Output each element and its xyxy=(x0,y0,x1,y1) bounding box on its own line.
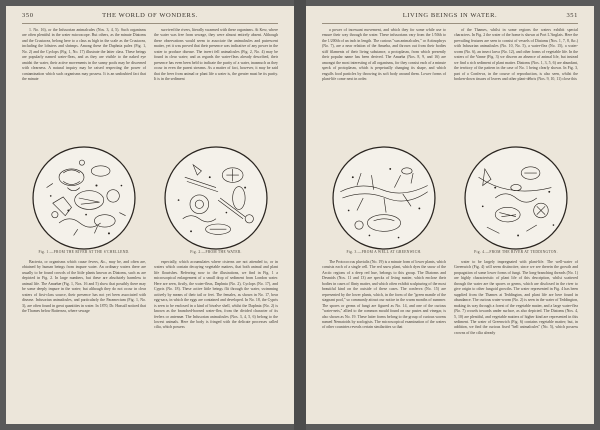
paragraph: Bacteria, or organisms which cause fevers, &c., may be, and often are, obtained by human beings from impure water. An ordinary waters there are usually to be found crowds of the little plants known as Diatoms, such as are depicted in Fig. 2. In large numbers, but these are absolutely harmless to animal life. The Amœbæ (Fig. 1, Nos. 16 and 5) show that possibly there may be some deeply impure in the water; but although they do not occur in clear waters of first-class source, their presence has not yet been associated with disease. Infusorian animalcules, and particularly the Paramecium (Fig. 1, No. 3), are often found in great quantities in water. In 1870, Dr. Hassall noticed that the Thames below Battersea, where sewage xyxy=(22,260,146,314)
figure-3-caption: Fig. 3.—FROM A WELL AT GREENWICH. xyxy=(346,250,422,254)
left-running-title: THE WORLD OF WONDERS. xyxy=(102,12,198,19)
paragraph: especially, which accumulates where cisterns are not attended to, or in waters which contain decaying vegetable matters, that both animal and plant life flourishes. Referring now to the illustrations, we find in Fig. 1 a microscopical enlargement of a small drop of sediment from London water. Here are seen, firstly, the water-fleas, Daphnia (No. 2), Cyclops (No. 17), and Cypris (No. 18). These active little beings flit through the water, swimming actively by means of their tail or feet. The females, as shown in No. 17, bear egg-sacs, in which the eggs are contained and developed. In No. 18, the Cypris is seen to be enclosed in a kind of bivalve shell, whilst the Daphnia (No. 2) is known as the branched-horned water-flea, from the divided character of its feelers or antennæ. The Infusorian animalcules (Nos. 3, 4, 5, 6) belong to the lowest animals. Here the body is fringed with the delicate processes called cilia, which possess xyxy=(154,260,278,330)
figure-2-caption: Fig. 2.—FROM THE WATER. xyxy=(190,250,242,254)
right-page-number: 351 xyxy=(566,12,578,19)
figure-4 xyxy=(454,146,578,258)
paragraph: 1. No. 16), or the Infusorian animalcules (Nos. 3, 4, 5). Such organisms are often plentiful in the water microscope. But others, as the minute Diatoms and the Crustacea, belong here to a class as high in the scale as the Crustacea, including the lobsters and shrimps. Among these the Daphnia pulex (Fig. 1, No. 2) and the Cyclops (Fig. 1, No. 17) illustrate the latter class. These beings are popularly named water-fleas, and as they are visible to the naked eye amidst the water, their active movements in the sunny pools may be discerned with clearness. A natural inquiry may be raised respecting the power of contamination which such organisms may possess. It is an undoubted fact that the minute xyxy=(22,28,146,82)
figure-3-micrograph xyxy=(332,146,436,250)
left-head-rule xyxy=(22,23,278,24)
right-page xyxy=(306,6,594,424)
left-bottom-column-1 xyxy=(22,260,146,415)
paragraph: water to be largely impregnated with plant-life. The well-water of Greenwich (Fig. 4) will seem distinctive, since we see therein the growth and propagation of some lower forms of fungi. The long-branching threads (No. 1) are highly characteristic of plant life of this description, whilst scattered through the water are the spores or germs, which are disclosed in the river to give origin to other fungoid growths. The water represented in Fig. 4 has been supplied from the Thames at Teddington, and plant life are here found in abundance. The curious water-worm (No. 2) is seen in the water of Teddington, making its way through a forest of the vegetable matter, and a large water-flea (No. 7) crowds towards under surface, as also depicted. The Diatoms (Nos. 4, 5, 10) are plentiful, and vegetable matters of higher kind are represented in this sediment. The water of Greenwich (Fig. 6) contains vegetable matter; but, in addition, we find the curious fixed "bell animalcules" (No. 5), which possess crowns of the cilia already xyxy=(454,260,578,335)
paragraph: The Protococcus pluvialis (No. 19) is a minute form of lower plants, which consists each of a single cell. The red snow plant, which dyes the snow of the Arctic regions of a deep red hue, belongs to this group. The Diatoms and Desmids (Nos. 11 and 13) are specks of living matter, which enclose their bodies in cases of flinty matter, and which often exhibit sculpturing of the most beautiful kind on the outside of these cases. The conferva (No. 15) are represented by the lower plants, which, in the form of the "green mantle of the stagnant pool," so commonly attract our notice in the warm months of summer. The spores or germs of fungi are figured as No. 14, and one of the curious "water-nets," allied to the common mould found on our pastes and vinegar, is also shown as No. 19. These latter forms belong to the group of curious worms named Nematoids by zoologists. The microscopical examination of the waters of other countries reveals certain similarities so that xyxy=(322,260,446,330)
figure-1 xyxy=(22,146,146,258)
figure-2-micrograph xyxy=(164,146,268,250)
book-gutter xyxy=(294,0,306,430)
left-bottom-column-2 xyxy=(154,260,278,415)
right-head-rule xyxy=(322,23,578,24)
paragraph: of the Thames, whilst in some regions the waters exhibit special characters. In Fig. 2 the water of the home is shown at Port L'Anglais. Here the prevailing features are seen to consist of vessels of Diatoms (Nos. 1, 7, 8, &c.) with Infusorian animalcules (No. 10, No. 5), a water-flea (No. 15), a water-worm (No. 6), an insect larva (No. 12), and other forms of vegetable life. In the waters of the Vanne (Fig. 3) we discern an absence of animal life, but instead we find a rich sediment of plant matter. Diatoms (Nos. 1, 3, 5, 6) are abundant, the territory of the pattern in the case of No. 1 being clearly shown. In Fig. 3, part of a Conferva, in the course of reproduction, is also seen, whilst the broken-down tissues of leaves and other plant-débris (Nos. 9, 10, 11) close this xyxy=(454,28,578,82)
right-top-column-1 xyxy=(322,28,446,142)
left-top-column-2 xyxy=(154,28,278,142)
figure-3 xyxy=(322,146,446,258)
right-bottom-column-2 xyxy=(454,260,578,415)
paragraph: survived the rivers, literally swarmed with these organisms. At Kew, where the water was free from sewage, they were almost entirely absent. Although these observations would seem to associate the animalcules and putrescent matter, yet it was proved that their presence was indicative of any power in the water to produce disease. The invert fell animalcules (Fig. 2, No. 4) may be found in clear water; and as regards the water-fleas already described, their presence has even been held to indicate the purity of a water, inasmuch as they occur in even the purest streams. As a matter of fact, however, it may be said that the freer from animal or plant life a water is, the greater must be its purity. It is in the sediment xyxy=(154,28,278,82)
right-top-column-2 xyxy=(454,28,578,142)
figure-1-micrograph xyxy=(32,146,136,250)
figure-1-caption: Fig. 1.—FROM THE RIVER AT THE S'CHELLEND. xyxy=(38,250,130,254)
left-page xyxy=(6,6,294,424)
figure-2 xyxy=(154,146,278,258)
figure-4-caption: Fig. 4.—FROM THE RIVER AT TEDDINGTON. xyxy=(474,250,558,254)
left-page-number: 350 xyxy=(22,12,34,19)
paragraph: a power of incessant movement, and which they for some while use to ensure their way through the water. These infusorians vary from the 1/50th to the 1/200th of an inch in length. The curious "sun animalcules," or Actinophrys (No. 7), are a near relation of the Amœba, and thrown out from their bodies stiff filaments of their living substance, a protoplasm, from which presently their popular name has been derived. The Amœba (Nos. 8, 9, and 16) are amongst the most interesting of all organisms, for they consist each of a minute speck of protoplasm, which is perpetually changing its shape, and which engulfs food particles by throwing its soft body around them. Lower forms of plant-life come next in order. xyxy=(322,28,446,82)
right-running-title: LIVING BEINGS IN WATER. xyxy=(402,12,498,19)
right-bottom-column-1 xyxy=(322,260,446,415)
figure-4-micrograph xyxy=(464,146,568,250)
left-top-column-1 xyxy=(22,28,146,142)
